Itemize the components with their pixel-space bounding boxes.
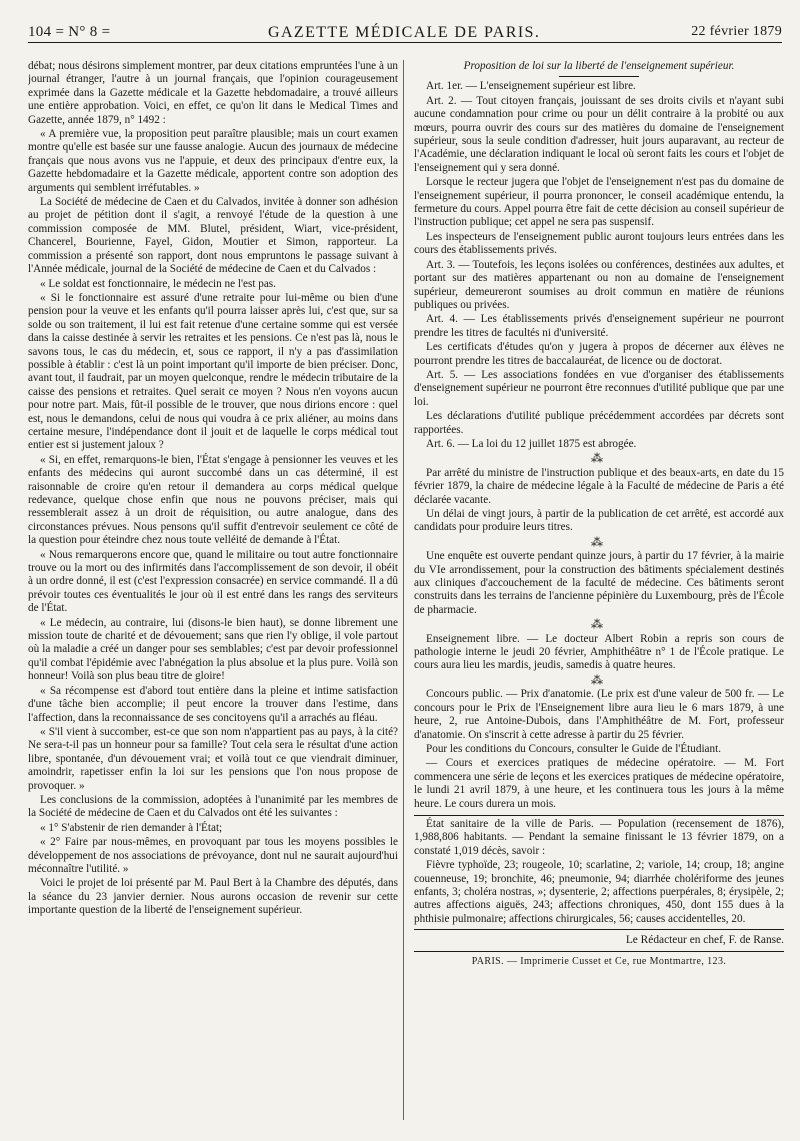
paragraph: Voici le projet de loi présenté par M. Paul Bert à la Chambre des députés, dans la séance du 23 janvier dernier. Nous aurons occasion de revenir sur cette importante question de la liberté de l'enseignement supérieur. [28, 877, 398, 917]
article: Les certificats d'études qu'on y jugera à propos de décerner aux élèves ne pourront prendre les titres de baccalauréat, de licence ou de doctorat. [414, 341, 784, 367]
editor-signature: Le Rédacteur en chef, F. de Ranse. [625, 934, 784, 947]
paragraph: La Société de médecine de Caen et du Calvados, invitée à donner son adhésion au projet de pétition dont il s'agit, a renvoyé l'étude de la question à une commission composée de MM. Blutel, président, Wiart, vice-président, Chancerel, Bourienne, Fayel, Gidon, Moutier et Simon, rapporteur. La commission a présenté son rapport, dont nous empruntons le passage suivant à l'Année médicale, journal de la Société de médecine de Caen et du Calvados : [28, 196, 398, 276]
quote-paragraph: « S'il vient à succomber, est-ce que son nom n'appartient pas au pays, à la cité? Ne sera-t-il pas un honneur pour sa famille? Tout cela sera le résultat d'une action libre, spontanée, d'un dévouement vrai; et voilà tout ce que viendrait diminuer, amoindrir, rapetisser enfin la loi sur les pensions que l'on nous propose de provoquer. » [28, 725, 398, 792]
quote-paragraph: « Sa récompense est d'abord tout entière dans la pleine et intime satisfaction d'une tâche bien accomplie; il peut encore la trouver dans l'estime, dans l'affection, dans la reconnaissance de ses concitoyens qu'il a arrachés au fléau. [28, 684, 398, 724]
article: Art. 6. — La loi du 12 juillet 1875 est abrogée. [426, 437, 637, 450]
health-statistics [414, 815, 784, 930]
quote-medical-times: « A première vue, la proposition peut paraître plausible; mais un court examen montre qu'elle est basée sur une fausse analogie. Aucun des journaux de médecine français que nous avons vus ne l'appuie, et deux des principaux d'entre eux, la Gazette hebdomadaire et la Gazette médicale, apportent contre son adoption des arguments qui semblent irréfutables. » [28, 128, 398, 194]
stats-intro: État sanitaire de la ville de Paris. — Population (recensement de 1876), 1,988,806 habitants. — Pendant la semaine finissant le 13 février 1879, on a constaté 1,019 décès, savoir : [414, 817, 784, 857]
news-item: Un délai de vingt jours, à partir de la publication de cet arrêté, est accordé aux candidats pour produire leurs titres. [414, 508, 784, 534]
section-stars: ⁂ [591, 534, 607, 549]
page-number: 104 = N° 8 = [28, 24, 111, 40]
article: Art. 1er. — L'enseignement supérieur est libre. [426, 80, 636, 93]
paragraph: débat; nous désirons simplement montrer, par deux citations empruntées l'une à un journal étranger, l'autre à un journal français, que l'opinion courageusement exprimée dans la Gazette médicale et la Gazette hebdomadaire, a trouvé ailleurs une entière approbation. Voici, en effet, ce qu'on lit dans le Medical Times and Gazette, année 1879, n° 1492 : [28, 60, 398, 126]
left-column [28, 60, 398, 1120]
article: Art. 3. — Toutefois, les leçons isolées ou conférences, destinées aux adultes, et portant sur des matières appartenant ou non au domaine de l'enseignement supérieur, demeureront soumises au droit commun en matière de réunions publiques ou privées. [414, 258, 784, 311]
issue-date: 22 février 1879 [691, 24, 782, 39]
journal-title: GAZETTE MÉDICALE DE PARIS. [268, 24, 541, 41]
divider [559, 76, 639, 77]
conclusion-item: « 2° Faire par nous-mêmes, en provoquant par tous les moyens possibles le développement de nos associations de prévoyance, dont nul ne saurait aujourd'hui méconnaître l'utilité. » [28, 836, 398, 875]
quote-paragraph: « Le médecin, au contraire, lui (disons-le bien haut), se donne librement une mission toute de charité et de dévouement; sans que rien l'y oblige, il vole partout où la maladie a créé un danger pour ses semblables; c'est par devoir professionnel qu'il combat l'épidémie avec l'abnégation la plus absolue et la plus pure. Voilà son honneur! Voilà son plus beau titre de gloire! [28, 616, 398, 683]
section-stars: ⁂ [591, 617, 607, 632]
quote-paragraph: « Si le fonctionnaire est assuré d'une retraite pour lui-même ou bien d'une pension pour la veuve et les enfants qu'il pourra laisser après lui, c'est que, sur sa solde ou son traitement, il lui est fait retenue d'une certaine somme qui est versée dans la caisse destinée à servir les retraites et les pensions. Ce n'est pas là, nous le savons tous, le cas du médecin, et, sous ce rapport, il n'y a pas d'assimilation possible à établir : c'est là un point important qu'il importe de bien préciser. Donc, avant tout, il faudrait, par un moyen quelconque, rendre le médecin tributaire de la caisse des pensions et retraites. Quel serait ce moyen ? Nous n'en voyons aucun pour notre part. Mais, fût-il possible de le trouver, que nous dirions encore : quel est, nous le demandons, celui de nous qui voudra à ce prix aliéner, au moins dans certaine mesure, l'indépendance dont il jouit et de laquelle le corps médical tout entier est si justement jaloux ? [28, 291, 398, 452]
stats-list: Fièvre typhoïde, 23; rougeole, 10; scarlatine, 2; variole, 14; croup, 18; angine couenneuse, 19; bronchite, 46; pneumonie, 94; diarrhée cholériforme des jeunes enfants, 3; choléra nostras, »; dysenterie, 2; affections puerpérales, 8; érysipèle, 2; autres affections aiguës, 243; affections chroniques, 450, dont 155 dues à la phthisie pulmonaire; affections chirurgicales, 56; causes accidentelles, 20. [414, 859, 784, 925]
quote-paragraph: « Si, en effet, remarquons-le bien, l'État s'engage à pensionner les veuves et les enfants des médecins qui auront succombé dans un cas déterminé, il est raisonnable de croire qu'en retour il demandera au corps médical quelque redevance, quelque chose enfin que nous ne pouvons préciser, mais qui ressemblerait assez à un droit de réquisition, ou autre analogue, dans des circonstances prévues. Nous pensons qu'il suffit d'entrevoir seulement ce côté de la question pour éteindre chez nous toute velléité de demande à l'État. [28, 453, 398, 547]
quote-paragraph: « Nous remarquerons encore que, quand le militaire ou tout autre fonctionnaire trouve ou la mort ou des infirmités dans l'accomplissement de son devoir, il obéit à un ordre donné, il est (c'est l'expression consacrée) en service commandé. Il a dû prévoir toutes ces éventualités le jour où il est entré dans les rangs des serviteurs de l'État. [28, 548, 398, 615]
article: Les déclarations d'utilité publique précédemment accordées par décrets sont rapportées. [414, 410, 784, 436]
news-item: Enseignement libre. — Le docteur Albert Robin a repris son cours de pathologie interne le jeudi 20 février, Amphithéâtre n° 1 de l'École pratique. Le cours aura lieu les mardis, jeudis, samedis à quatre heures. [414, 632, 784, 672]
printer-line: PARIS. — Imprimerie Cusset et Ce, rue Montmartre, 123. [471, 955, 727, 967]
news-item: Par arrêté du ministre de l'instruction publique et des beaux-arts, en date du 15 février 1879, la chaire de médecine légale à la Faculté de médecine de Paris a été déclarée vacante. [414, 466, 784, 506]
section-stars: ⁂ [591, 672, 607, 687]
issue-number: N° 8 [68, 24, 98, 40]
news-item: Pour les conditions du Concours, consulter le Guide de l'Étudiant. [426, 742, 722, 755]
quote-paragraph: « Le soldat est fonctionnaire, le médecin ne l'est pas. [40, 277, 276, 290]
article: Art. 2. — Tout citoyen français, jouissant de ses droits civils et n'ayant subi aucune condamnation pour crime ou pour un délit contraire à la probité ou aux mœurs, pourra ouvrir des cours sur des matières du domaine de l'enseignement supérieur, sous la seule condition d'adresser, huit jours auparavant, au recteur de l'Académie, une déclaration indiquant le local où seront faits les cours et l'objet de l'enseignement qui y sera donné. [414, 94, 784, 174]
masthead-rule [28, 42, 782, 43]
article: Art. 5. — Les associations fondées en vue d'organiser des établissements d'enseignement supérieur ne pourront être reconnues d'utilité publique que par une loi. [414, 368, 784, 408]
column-divider [403, 60, 404, 1120]
section-stars: ⁂ [591, 451, 607, 466]
right-column [414, 60, 784, 1120]
conclusion-item: « 1° S'abstenir de rien demander à l'État; [40, 821, 223, 834]
article: Les inspecteurs de l'enseignement public auront toujours leurs entrées dans les cours des établissements privés. [414, 230, 784, 257]
article: Lorsque le recteur jugera que l'objet de l'enseignement n'est pas du domaine de l'enseignement supérieur, il pourra prononcer, le conseil académique entendu, la fermeture du cours. Appel pourra être fait de cette décision au conseil supérieur de l'instruction publique; cet appel ne sera pas suspensif. [414, 176, 784, 229]
masthead [28, 22, 782, 42]
news-item: Une enquête est ouverte pendant quinze jours, à partir du 17 février, à la mairie du VIe arrondissement, pour la construction des bâtiments spécialement destinés aux cliniques d'accouchement de la faculté de médecine. Ces bâtiments seront construits dans les terrains de l'ancienne pépinière du Luxembourg, près de l'École de pharmacie. [414, 550, 784, 616]
news-item: — Cours et exercices pratiques de médecine opératoire. — M. Fort commencera une série de leçons et les exercices pratiques de médecine opératoire, le lundi 21 avril 1879, à une heure, et les continuera tous les jours à la même heure. Le cours durera un mois. [414, 757, 784, 810]
article: Art. 4. — Les établissements privés d'enseignement supérieur ne pourront prendre les titres de facultés ni d'université. [414, 313, 784, 339]
bill-title: Proposition de loi sur la liberté de l'enseignement supérieur. [463, 60, 735, 72]
paragraph: Les conclusions de la commission, adoptées à l'unanimité par les membres de la Société de médecine de Caen et du Calvados ont été les suivantes : [28, 793, 398, 820]
divider [414, 951, 784, 952]
news-item: Concours public. — Prix d'anatomie. (Le prix est d'une valeur de 500 fr. — Le concours pour le Prix de l'Enseignement libre aura lieu le 6 mars 1879, à une heure, 2, rue Antoine-Dubois, dans l'Amphithéâtre de M. Fort, professeur d'anatomie. On s'inscrit à cette adresse à partir du 25 février. [414, 688, 784, 741]
